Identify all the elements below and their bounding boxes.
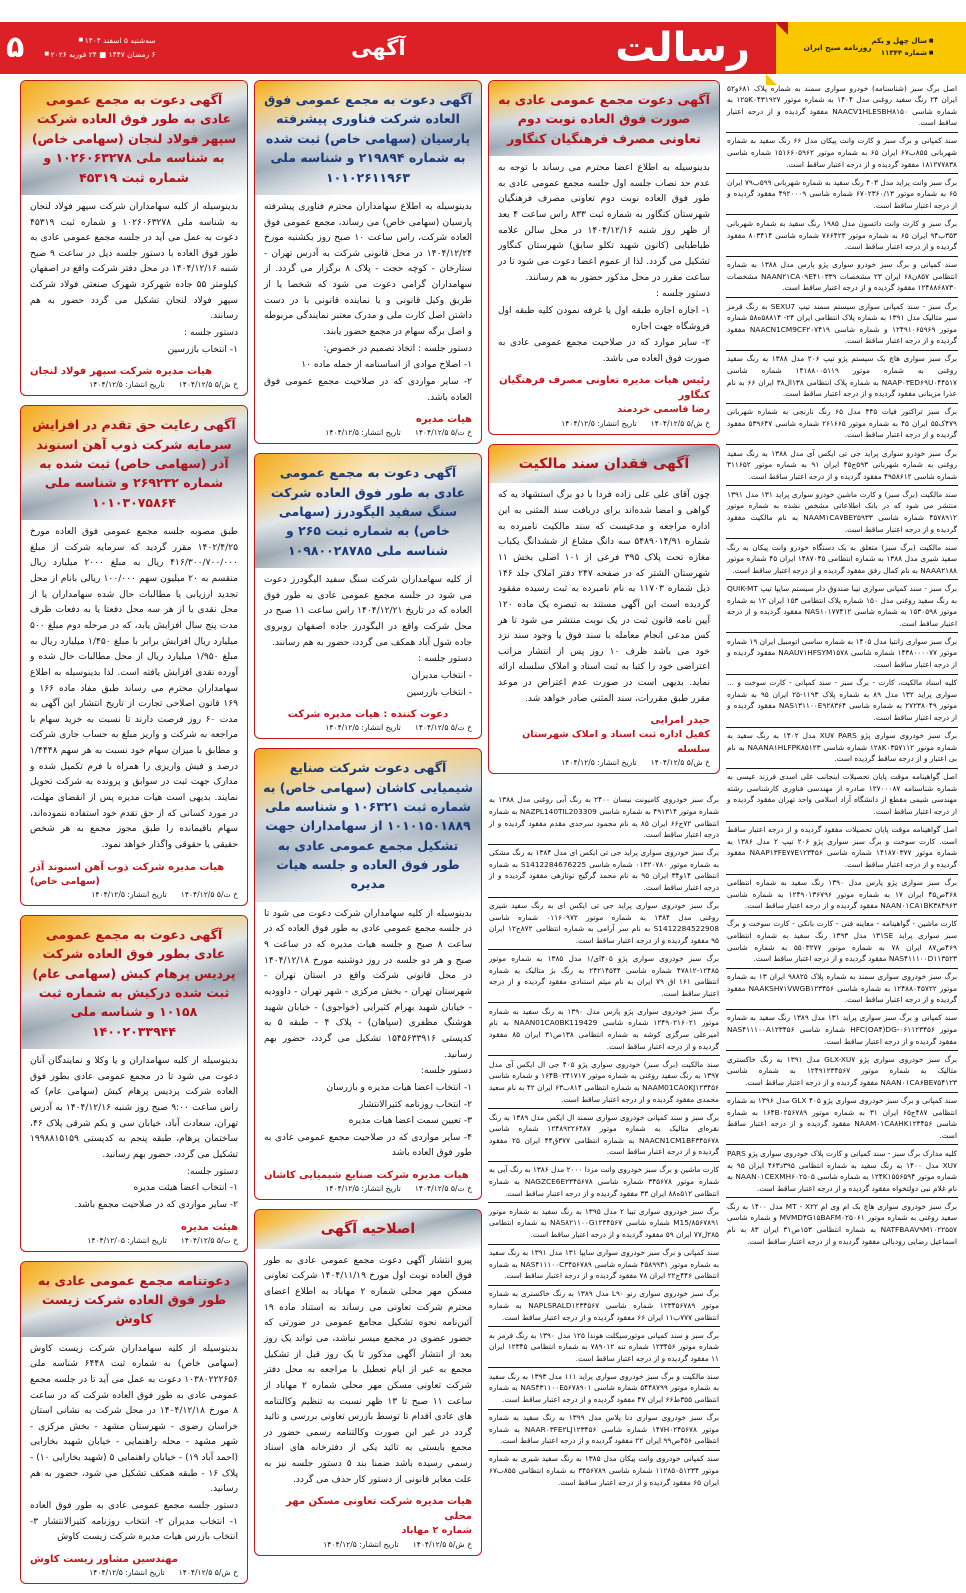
- notice-paragraph: طبق مصوبه جلسه مجمع عمومی فوق العاده مورخ ۱۴۰۲/۴/۲۵ مقرر گردید که سرمایه شرکت از مبلغ ۴۱۶/۳۰۰/۷۰۰/۰۰۰ ریال به مبلغ ۲۰۰۰ میلیارد ریال منقسم به ۲۰ میلیون سهم ۱۰۰/۰۰۰ ریالی بانام از محل تجدید ارزیابی یا مطالبات حال شده سهامداران یا از محل نقدی یا از هر سه محل دفعتا یا به دفعات ظرف مدت پنج سال افزایش یابد، که در مرحله دوم مبلغ ۵۰۰ میلیارد ریال افزایش برابر با مبلغ ۱/۴۵۰ میلیارد ریال به مبلغ ۱/۹۵۰ میلیارد ریال از محل مطالبات حال شده و آورده نقدی افزایش یافته است. لذا بدینوسیله به اطلاع سهامداران محترم می رساند طبق مفاد ماده ۱۶۶ و ۱۶۹ قانون اصلاحی تجارت از تاریخ انتشار این آگهی به مدت ۶۰ روز فرصت دارند تا نسبت به خرید سهام با مراجعه به شرکت و واریز مبلغ به حساب جاری شرکت و مطابق با میزان سهام خود نسبت به هر سهم ۱/۴۴۴۸ درصد و فیش واریزی را همراه با فرم تکمیل شده و مدارک جهت ثبت در سوابق و پرونده به شرکت تحویل نمایند. بدیهی است هیات مدیره پس از انقضای مهلت، در مورد کسانی که از حق تقدم خود استفاده ننموده‌اند، سهام باقیمانده را طبق مجوز مجمع به هر شخص حقیقی یا حقوقی واگذار خواهد نمود.: [30, 527, 239, 850]
- signature-subline: شماره ۲ مهاباد: [401, 1525, 472, 1537]
- lost-document-notice: برگ سبز تراکتور فیات ۴۴۵ مدل ۶۵ رنگ نارنجی به شماره شهربانی ۴۷۹ک۵۵ ایران ۴۵ به شماره موتور ۲۶۱۶۶۵ شماره شاسی ۵۳۹۶۴۷ مفقود گردیده و از درجه اعتبار ساقط است.: [726, 404, 958, 445]
- notice-signature: [255, 704, 481, 722]
- notice-signature: [21, 857, 247, 889]
- publish-date-label: تاریخ انتشار: ۱۴۰۴/۱۲/۵: [325, 723, 401, 733]
- column-fine-mid: [488, 80, 720, 1491]
- notice-card: [254, 80, 482, 444]
- agenda-item: ۴- سایر مواردی که در صلاحیت مجمع عمومی عادی به طور فوق العاده باشد: [264, 1132, 472, 1159]
- notice-reference: خ ت/۵ ۱۴۰۴/۱۲/۵: [414, 428, 472, 438]
- lost-document-notice: برگ سبز خودروی سواری پژو پارس مدل ۱۳۹۰ به رنگ سفید به شماره موتور ۱۲۴۹۰۲۱۶۰۲۱ شماره شاسی NAAN01CA0BK119429 به نام امیرعلی سرگزی کوشه به شماره انتظامی ۱۳۸ص۳۱ ایران ۸۵ مفقود گردیده و از درجه اعتبار ساقط است.: [488, 1003, 720, 1056]
- notice-footer: [489, 757, 719, 769]
- notice-paragraph: بدینوسیله به اطلاع سهامداران محترم فناوری پیشرفته پارسیان (سهامی خاص) می رساند، مجمع عمومی فوق العاده شرکت، راس ساعت ۱۰ صبح روز یکشنبه مورخ ۱۴۰۴/۱۲/۲۴ در محل قانونی شرکت به آدرس تهران - ستارخان - کوچه حجت - پلاک ۸ برگزار می گردد. از سهامداران گرامی دعوت می شود که شخصا یا از طریق وکیل قانونی و یا نماینده قانونی با در دست داشتن اصل کارت ملی و مدرک معتبر نمایندگی مربوطه و اصل برگه سهام در مجمع حضور یابند.: [264, 201, 472, 337]
- agenda-title: دستور جلسه:: [420, 1066, 472, 1077]
- notice-footer: [21, 379, 247, 391]
- notice-paragraph: بدینوسیله از کلیه سهامداران و یا وکلا و نمایندگان آنان دعوت می شود تا در مجمع عمومی عادی بطور فوق العاده شرکت پردیس پرهام کیش (سهامی عام) که راس ساعت ۹:۰۰ صبح روز شنبه ۱۴۰۴/۱۲/۱۶ به آدرس تهران، سعادت آباد، خیابان سی و یکم شرقی پلاک ۴۶، ساختمان پرهام، طبقه پنجم به کدپستی ۱۹۹۸۸۱۵۱۵۹ تشکیل می گردد، حضور بهم رسانید.: [30, 1056, 239, 1160]
- lost-document-notice: سند مالکیت (برگ سبز) خودروی سواری پژو ۴۰۵ جی ال ایکس آی مدل ۱۳۹۷ به رنگ سفید روغنی به شماره موتور ۱۶۴B۰۲۴۱۷۱۷ و شماره شاسی NAAM01CA0KJ۱۲۳۴۵۶ به شماره انتظامی ۸۱۴ب۶۳ ایران ۴۲ به نام سعید محمدی مفقود گردیده و از درجه اعتبار ساقط است.: [488, 1056, 720, 1109]
- publish-date-label: تاریخ انتشار: ۱۴۰۴/۱۲/۵: [561, 757, 637, 767]
- lost-document-notices-right: [726, 80, 958, 1250]
- notice-footer: [489, 418, 719, 430]
- agenda-item: - انتخاب مدیران: [411, 670, 472, 681]
- agenda-item: ۱- اجازه اجاره طبقه اول یا غرفه نمودن کلیه طبقه اول فروشگاه جهت اجاره: [498, 305, 710, 332]
- lost-document-notice: اصل برگ سبز (شناسنامه) خودرو سواری سمند به شماره پلاک ۶۸۱و۵۲ ایران ۲۴ رنگ سفید روغنی مدل ۱۴۰۴ به شماره موتور ۱۲۵K۰۴۳۱۹۲۷ به شماره شاسی NAACV1HLESBH۸۱۵۰ مفقود گردیده و از درجه اعتبار ساقط است.: [726, 80, 958, 133]
- publish-date-label: تاریخ انتشار: ۱۴۰۴/۱۲/۰۵: [87, 1235, 167, 1245]
- notice-signature: [255, 1165, 481, 1183]
- notice-body: [21, 520, 247, 856]
- lost-document-notice: برگ سبز خودروی کامیونت نیسان ۲۴۰۰ به رنگ آبی روغنی مدل ۱۳۸۸ به شماره موتور ۴۹۱۳۱۴ به شماره شاسی NAZPL140TIL203309 به شماره انتظامی ۷۲ج۶۶ ایران ۸۵ به نام محمود سرحدی مقدم مفقود گردیده و از درجه اعتبار ساقط است.: [488, 792, 720, 845]
- lost-document-notice: برگ سبز خودروی سواری پراید جی تی ایکس ای مدل ۱۳۸۴ به رنگ مشکی به شماره موتور ۰۱۳۲۰۷۸۰ شماره شاسی S1412284676225 به شماره انتظامی ۱۴و۳۴ ایران ۹۵ به نام محمد گرگیج نوتازهی مفقود گردیده و از درجه اعتبار ساقط است.: [488, 845, 720, 898]
- agenda-item: ۱- اصلاح موادی از اساسنامه از جمله ماده ۱۰: [301, 360, 472, 371]
- lost-document-notice: سند مالکیت (برگ سبز) متعلق به یک دستگاه خودرو وانت پیکان به رنگ سفید شیری مدل ۱۳۸۸ به شماره انتظامی ۱۴۸۷۰۴۵ ایران ۴۵ شماره موتور NAAA۲۱۸۸ به نام کمال رفق مفقود گردیده و از درجه اعتبار ساقط است.: [726, 539, 958, 580]
- notice-title: آگهی دعوت به مجمع عمومی عادی به طور فوق العاده شرکت سنگ سفید الیگودرز (سهامی خاص) به شماره ثبت ۲۶۵ و شناسه ملی ۱۰۹۸۰۰۲۸۷۸۵: [270, 465, 466, 558]
- notice-title: آگهی دعوت به مجمع عمومی فوق العاده شرکت فناوری پیشرفته پارسیان (سهامی خاص) ثبت شده به شماره ۲۱۹۸۹۴ و شناسه ملی ۱۰۱۰۲۶۱۱۹۶۳: [264, 92, 472, 185]
- signature-line: مهندسین مشاور زیست کاوش: [30, 1553, 178, 1565]
- notice-paragraph: بدینوسیله از کلیه سهامداران شرکت زیست کاوش (سهامی خاص) به شماره ثبت ۶۴۴۸ شناسه ملی ۱۰۳۸۰۲۲۲۶۵۶ دعوت به عمل می آید تا در جلسه مجمع عمومی عادی به طور فوق العاده شرکت که در ساعت ۸ مورخ ۱۴۰۴/۱۲/۱۸ در محل شرکت به نشانی استان خراسان رضوی - شهرستان مشهد - بخش مرکزی - شهر مشهد - محله راهنمایی - خیابان شهید بخارایی (احمد آباد ۱۹) - خیابان راهنمایی ۵ (شهید بخارایی ۱۰) - پلاک ۱۶ - طبقه همکف تشکیل می شود، حضور به هم رسانید.: [30, 1343, 238, 1495]
- lost-document-notice: سند کمپانی و برگ سبز سواری پراید ۱۳۱ مدل ۱۳۸۹ رنگ سفید به شماره موتور HFC(OA۴)DG-۰۶۱۱۲۳۴۵۶ شماره شاسی NAS۴۱۱۱۰۰A۱۲۳۴۵۶ مفقود گردیده و از درجه اعتبار ساقط است.: [726, 1010, 958, 1051]
- notice-header: [255, 1210, 481, 1249]
- notice-header: [255, 749, 481, 902]
- lost-document-notice: برگ سبز و سند کمپانی خودروی سواری سمند ال ایکس مدل ۱۳۸۹ به رنگ نقره‌ای متالیک به شماره موتور ۱۲۴۸۹۲۲۶۴۸۷ شماره شاسی NAACN1CM1BF۳۴۵۶۷۸ به شماره انتظامی ۳۷۷ق۴۴ ایران ۲۵ مفقود گردیده و از درجه اعتبار ساقط است.: [488, 1109, 720, 1162]
- notice-signature: [489, 710, 719, 757]
- column-boxed-1: [20, 80, 248, 1593]
- notice-body: [255, 1249, 481, 1492]
- lost-document-notice: برگ سبز و سند کمپانی موتورسیکلت هوندا ۱۲۵ مدل ۱۳۹۰ به رنگ قرمز به شماره موتور ۱۲۳۴۵۶ شماره تنه ۷۸۹۰۱۲ به شماره انتظامی ۱۲۳۴۵ ایران ۱۱ مفقود گردیده و از درجه اعتبار ساقط است.: [488, 1327, 720, 1368]
- masthead-dates: [36, 34, 155, 63]
- masthead-vertical-label: روزنامه صبح ایران: [803, 43, 872, 53]
- notice-reference: خ ش/۵ ۱۴۰۴/۱۲/۵: [178, 1567, 238, 1577]
- page-content: [0, 74, 966, 1577]
- agenda-item: ۲- انتخاب روزنامه کثیرالانتشار: [358, 1099, 472, 1110]
- lost-document-notice: برگ سبز خودروی سواری پژو GLX-XU۷ مدل ۱۳۹۱ به رنگ خاکستری متالیک به شماره موتور ۱۲۴۹۱۲۳۴۵۶۷ به شماره شاسی NAAN۰۱CA۶BE۷۵۴۱۲۳ مفقود گردیده و از درجه اعتبار ساقط است.: [726, 1051, 958, 1092]
- lost-document-notice: برگ سبز خودروی سواری پژو ۴۰۵ای/۱ مدل ۱۳۸۵ به شماره موتور ۱۲۴۸۵-۴۷۸۱۲ شماره شاسی ۲۴۲۱۴۵۴۴ به رنگ بژ متالیک به شماره انتظامی ۱۶۱ اق ۷۹ ایران به نام میثم استنادی مفقود گردیده و از درجه اعتبار ساقط است.: [488, 950, 720, 1003]
- lost-document-notice: کارت ماشین و برگ سبز خودروی وانت مزدا ۲۰۰۰ مدل ۱۳۸۶ به رنگ آبی به شماره موتور ۳۴۵۶۷۸ شماره شاسی NAGZCE6E۲۳۴۵۶۷۸ به شماره انتظامی ۵۱۲ه۸۸ ایران ۳۳ مفقود گردیده و از درجه اعتبار ساقط است.: [488, 1162, 720, 1203]
- lost-document-notice: کلیه اسناد مالکیت، کارت - برگ سبز - سند کمپانی - کارت سوخت و ... سواری پراید ۱۳۲ مدل ۸۹ به شماره پلاک ۱۱۹۳-۲۵ ایران ۹۵ به شماره موتور ۲۷۲۳۸۰۴۹ به شماره شاسی NAS۱۳۱۱۰۰E۹۲۸۳۶۴ مفقود گردیده و از درجه اعتبار ساقط است.: [726, 675, 958, 728]
- signature-line: حیدر امرایی: [650, 715, 710, 727]
- lost-document-notice: سند کمپانی و برگ سبز خودرو سواری پژو پارس مدل ۱۳۸۸ به شماره انتظامی ۸۵۷ن۶۸ ایران ۲۳ مشخصات NAAN۲۱CA۰۹E۴۱۰۳۳۹ مشخصات ۱۲۴۸۸۶۸۷۳۰ مفقود گردیده و از درجه اعتبار ساقط است.: [726, 257, 958, 298]
- masthead-issue-number: ■ شماره ۱۱۳۴۴: [872, 48, 934, 60]
- notice-body: [21, 1049, 247, 1216]
- notice-header: [489, 445, 719, 484]
- notice-reference: خ ت/۵ ۱۴۰۴/۱۲/۵: [414, 1184, 472, 1194]
- agenda-title: دستور جلسه:: [186, 1166, 238, 1177]
- notice-body: [21, 195, 247, 361]
- notice-paragraph: بدینوسیله به اطلاع اعضا محترم می رساند با توجه به عدم حد نصاب جلسه اول جلسه مجمع عمومی عادی به طور فوق العاده نوبت دوم تعاونی مصرف فرهنگیان شهرستان کنگاور به شماره ثبت ۸۳۳ راس ساعت ۴ بعد از ظهر روز شنبه ۱۴۰۴/۱۲/۱۶ در محل سالن علامه طباطبایی (کانون شهید تکلو سابق) شهرستان کنگاور تشکیل می گردد. لذا از عموم اعضا دعوت می شود تا در ساعت مقرر در محل مذکور حضور به هم رسانند.: [498, 163, 710, 283]
- signature-subline: کفیل اداره ثبت اسناد و املاک شهرستان سلسله: [522, 729, 710, 755]
- signature-line: دعوت کننده : هیات مدیره شرکت: [287, 709, 449, 721]
- notice-footer: [21, 1235, 247, 1247]
- signature-line: هیات مدیره شرکت ذوب آهن اسنوند آذر: [30, 861, 225, 873]
- notice-title: آگهی دعوت شرکت صنایع شیمیایی کاشان (سهامی خاص) به شماره ثبت ۱۰۶۳۲۱ و شناسه ملی ۱۰۱۰۱۵۰۱۸۸۹ از سهامداران جهت تشکیل مجمع عمومی عادی به طور فوق العاده و جلسه هیات مدیره: [263, 760, 473, 892]
- notice-title: دعوتنامه مجمع عمومی عادی به طور فوق العاده شرکت زیست کاوش: [37, 1272, 231, 1327]
- notice-footer: [255, 427, 481, 439]
- agenda-title: دستور جلسه مجمع عمومی عادی به طور فوق العاده ۱- انتخاب مدیران ۲- انتخاب روزنامه کثیرالانتشار ۳- انتخاب بازرس هیات مدیره شرکت زیست کاوش: [30, 1501, 238, 1543]
- signature-line: هیئت مدیره: [180, 1221, 238, 1233]
- notice-signature: [21, 1549, 247, 1567]
- lost-document-notice: کارت ماشین - گواهینامه - معاینه فنی - کارت بانکی - کارت سوخت و برگ سبز سواری پراید ۱۳۱SE مدل ۱۳۹۳ رنگ سفید به شماره انتظامی ۴۶۹ص۸۷ ایران ۷۸ به شماره موتور ۵۵۰۳۲۷۷ به شماره شاسی NAS۴۱۱۱۰۰D۱۱۳۵۲۳ مفقود گردیده و از درجه اعتبار ساقط است.: [726, 916, 958, 969]
- lost-document-notice: سند مالکیت (برگ سبز) و کارت ماشین خودرو سواری پراید ۱۳۱ مدل ۱۳۹۱ منتشر می شود که در بانک اطلاعاتی مشخص نشده به شماره موتور ۴۵۷۸۹۱۲ شماره شاسی NAAM۱CA۷BE۲۵۹۳۳ به نام مالکیت مفقود گردیده و از درجه اعتبار ساقط است.: [726, 486, 958, 539]
- lost-document-notices-mid: [488, 792, 720, 1491]
- boxed-notices-mid: [488, 80, 720, 783]
- notice-footer: [255, 1183, 481, 1195]
- boxed-notices-2: [254, 80, 482, 1565]
- notice-header: [21, 81, 247, 195]
- notice-body: [255, 195, 481, 409]
- agenda-title: دستور جلسه :: [184, 328, 238, 338]
- notice-title: آگهی رعایت حق تقدم در افزایش سرمایه شرکت ذوب آهن اسنوند آذر (سهامی خاص) ثبت شده به شماره ۲۶۹۲۳۲ و شناسه ملی ۱۰۱۰۳۰۷۵۸۶۴: [32, 417, 236, 510]
- masthead-yellow-panel: [776, 22, 966, 74]
- signature-line: هیات مدیره شرکت صنایع شیمیایی کاشان: [264, 1170, 469, 1182]
- notice-reference: خ ش/۵ ۱۴۰۴/۱۲/۵: [178, 380, 238, 390]
- notice-body: [489, 156, 719, 370]
- lost-document-notice: برگ سبز خودروی سواری دنا پلاس مدل ۱۳۹۹ به رنگ سفید به شماره موتور ۱۴۷H۰۲۴۵۶۷۸ شماره شاسی NAAR۰۳FE۲LJ۱۲۳۴۵۶ به شماره انتظامی ۴۵۶ص۹۹ ایران ۲۲ مفقود گردیده و از درجه اعتبار ساقط است.: [488, 1410, 720, 1451]
- lost-document-notice: برگ سبز خودروی سواری پراید جی تی ایکس ای به رنگ سفید شیری روغنی مدل ۱۳۸۴ به شماره موتور ۰۱۱۶۰۹۷۲ شماره شاسی S1412284522908 به نام سر آرامی به شماره انتظامی ۸۷۲ج۱۲ ایران ۹۵ مفقود گردیده و از درجه اعتبار ساقط است.: [488, 898, 720, 951]
- notice-title: اصلاحیه آگهی: [320, 1221, 416, 1238]
- notice-signature: [255, 1491, 481, 1538]
- signature-line: هیات مدیره شرکت سپهر فولاد لنجان: [30, 366, 212, 378]
- notice-body: [255, 902, 481, 1165]
- notice-card: [254, 748, 482, 1200]
- boxed-notices-1: [20, 80, 248, 1593]
- notice-title: آگهی فقدان سند مالکیت: [518, 455, 690, 472]
- signature-subline: (سهامی خاص): [30, 875, 100, 887]
- column-fine-right: [726, 80, 958, 1250]
- notice-header: [21, 406, 247, 520]
- lost-document-notice: برگ سبز وانت پراید مدل ۴۰۳ رنگ سفید به شماره شهربانی ۵۹۹ب۷۹ ایران ۶۵ به شماره موتور ۶۷۰۲۳۶۰/۱۳ شماره شاسی ۴۹۲۰۰۰۹ مفقود گردیده و از درجه اعتبار ساقط است.: [726, 174, 958, 215]
- notice-paragraph: از کلیه سهامداران شرکت سنگ سفید الیگودرز دعوت می شود در جلسه مجمع عمومی عادی به طور فوق العاده که در تاریخ ۱۴۰۴/۱۲/۲۱ راس ساعت ۱۱ صبح در محل شرکت واقع در الیگودرز جاده اصفهان روبروی جاده شول آباد همکف می گردد، حضور به هم رسانند.: [264, 575, 472, 648]
- date-solar: سه‌شنبه ۵ اسفند ۱۴۰۴ ■: [44, 34, 155, 48]
- notice-header: [489, 81, 719, 156]
- agenda-title: دستور جلسه :: [418, 654, 472, 665]
- notice-reference: خ ت/۵ ۱۴۰۴/۱۲/۵: [414, 723, 472, 733]
- notice-reference: خ ش/۵ ۱۴۰۴/۱۲/۵: [650, 418, 710, 428]
- masthead: [0, 22, 966, 74]
- signature-subline: رضا قاسمی خردمند: [617, 404, 710, 416]
- publish-date-label: تاریخ انتشار: ۱۴۰۴/۱۲/۵: [325, 428, 401, 438]
- notice-reference: خ ش/۵ ۱۴۰۴/۱۲/۵: [650, 757, 710, 767]
- date-lunar-gregorian: ۶ رمضان ۱۴۴۷ ■ ۲۴ فوریه ۲۰۲۶ ■: [44, 48, 155, 62]
- lost-document-notice: برگ سبز و کارت وانت داتسون مدل ۱۹۸۵ رنگ سفید به شماره شهربانی ۳۵۳ب۹۴ ایران ۶۵ به شماره موتور ۷۶۶۴۲۳ شماره شاسی ۸۰۳۴۱۴ مفقود گردیده و از درجه اعتبار ساقط است.: [726, 215, 958, 256]
- masthead-issue-info: [872, 36, 934, 60]
- lost-document-notice: برگ سبز سواری زانتیا مدل ۱۴۰۵ به شماره ساسی اتومبیل ایران ۱۹ شماره موتور ۱۴۳۸۰۰۰۰۷۷ شماره شاسی NAAU۷۱HFSYM۱۵۷۸ مفقود گردیده و از درجه اعتبار ساقط است.: [726, 633, 958, 674]
- lost-document-notice: برگ سبز سواری پژو پارس مدل ۱۳۹۰ رنگ سفید به شماره انتظامی ۴۶۸ص۴۵ ایران ۱۷ به شماره موتور ۱۲۴۹۰۱۳۶۷۹۶ به شماره شاسی NAAN۰۱CA۱BK۳۸۴۹۶۳ مفقود گردیده و از درجه اعتبار ساقط است.: [726, 875, 958, 916]
- agenda-item: ۱- انتخاب بازرسین: [167, 344, 238, 355]
- signature-line: هیات مدیره: [415, 414, 472, 426]
- notice-paragraph: بدینوسیله از کلیه سهامداران شرکت سپهر فولاد لنجان به شناسه ملی ۱۰۲۶۰۶۳۲۷۸ و شماره ثبت ۴۵۳۱۹ دعوت به عمل می آید در جلسه مجمع عمومی عادی به طور فوق العاده با دستور جلسه ذیل در ساعت ۹ صبح شنبه ۱۴۰۴/۱۲/۱۶ در محل دفتر شرکت واقع در اصفهان کیلومتر ۵۵ جاده شهرکرد شهرک صنعتی فولاد شرکت سپهر فولاد لنجان تشکیل می گردد حضور به هم رسانند.: [30, 201, 239, 322]
- notice-footer: [21, 889, 247, 901]
- lost-document-notice: سند کمپانی خودروی وانت پیکان مدل ۱۳۸۵ به رنگ سفید شیری به شماره موتور ۱۱۲۸۵۰۵۱۲۳۴ شماره شاسی ۳۴۵۶۷۸۹ به شماره انتظامی ۸۵۵ب۶۷ ایران ۶۵ مفقود گردیده و از درجه اعتبار ساقط است.: [489, 1454, 720, 1487]
- notice-header: [255, 454, 481, 568]
- masthead-red-panel: [0, 22, 776, 74]
- publish-date-label: تاریخ انتشار: ۱۴۰۴/۱۲/۵: [89, 380, 165, 390]
- notice-footer: [21, 1567, 247, 1579]
- notice-footer: [255, 722, 481, 734]
- notice-body: [21, 1337, 247, 1549]
- signature-line: رئیس هیات مدیره تعاونی مصرف فرهنگیان کنگاور: [499, 375, 710, 402]
- notice-reference: خ ش/۵ ۱۴۰۴/۱۲/۵: [412, 1539, 472, 1549]
- lost-document-notice: برگ سبز خودروی سواری سمند به شماره پلاک ۹۸۸۲۵ ایران ۱۳ به شماره موتور ۱۲۴۸۸۰۴۵۷۲۲ به شماره شاسی NAAKSH۷۱VWGB۱۲۳۴۵۶ مفقود گردیده و از درجه اعتبار ساقط است.: [726, 969, 958, 1010]
- signature-line: هیات مدیره شرکت تعاونی مسکن مهر محلی: [286, 1496, 472, 1523]
- notice-paragraph: چون آقای علی علی زاده فردا با دو برگ استشهاد یه که گواهی و امضا شده‌اند برای دریافت سند المثنی به این اداره مراجعه و مدعیست که سند مالکیت نامبرده به شماره ۵۴۸۹۰۱۴/۹۱ سه دانگ مشاع از ششدانگ یکباب مغازه تحت پلاک ۳۹۵ فرعی از ۱۰۱ اصلی بخش ۱۱ شهرستان الشتر که در صفحه ۲۴۷ دفتر املاک جلد ۱۴۶ ذیل شماره ۱۱۷۰۳ به نام نامبرده به ثبت رسیده مفقود گردیده است این آگهی مستند به تبصره یک ماده ۱۲۰ آیین نامه قانون ثبت در یک نوبت منتشر می شود تا هر کس مدعی انجام معامله با سند فوق یا وجود سند نزد خود می باشد ظرف ۱۰ روز پس از انتشار مراتب اعتراضی خود را کتبا به ثبت اسناد و املاک سلسله ارائه نماید. بدیهی است در صورت عدم اعتراض در موعد مقرر طبق مقررات، سند المثنی صادر خواهد شد.: [498, 490, 711, 704]
- agenda-title: دستور جلسه : اتخاذ تصمیم در خصوص:: [323, 343, 472, 354]
- notice-card: [488, 80, 720, 435]
- lost-document-notice: برگ سبز - سند کمپانی سواری سیستم سمند تیپ SEXU7 به رنگ قرمز سیر متالیک مدل ۱۳۹۱ به شماره پلاک انتظامی ایران ۲۴- ۵۸۸۱۴ه۵۸ شماره موتور ۱۲۴۹۱۰۶۵۹۶۹ و شماره شاسی NAACN1CM9CF۲۰۷۴۱۹ مفقود گردیده و از درجه اعتبار ساقط است.: [726, 298, 958, 351]
- notice-title: آگهی دعوت به مجمع عمومی عادی بطور فوق العاده شرکت پردیس پرهام کیش (سهامی عام) ثبت شده درکیش به شماره ثبت ۱۰۱۵۸ و شناسه ملی ۱۴۰۰۲۰۳۳۹۴۴: [32, 926, 236, 1039]
- lost-document-notice: کلیه مدارک برگ سبز - سند کمپانی و کارت پلاک خودروی سواری پژو PARS XU۷ مدل ۱۴۰۰ به رنگ سفید به شماره انتظامی ۳۹۵د۴۶۳ ایران ۹۵ به شماره موتور ۱۲۴K۱۵۵۶۵۹۴ به شماره شاسی NAAN۰۱CEXMH۶۰۲۵۰۵ به نام غلام نبی دولتخواه مفقود گردیده و از درجه اعتبار ساقط است.: [726, 1145, 958, 1198]
- notice-title: آگهی دعوت به مجمع عمومی عادی به طور فوق العاده شرکت سپهر فولاد لنجان (سهامی خاص) به شناسه ملی ۱۰۲۶۰۶۳۲۷۸ و شماره ثبت ۴۵۳۱۹: [31, 92, 237, 185]
- section-title: آگهی: [351, 36, 406, 60]
- notice-card: [20, 80, 248, 396]
- notice-paragraph: بدینوسیله از کلیه سهامداران شرکت دعوت می شود تا در جلسه مجمع عمومی عادی به طور فوق العاده که در ساعت ۸ صبح و جلسه هیات مدیره که در ساعت ۹ صبح و هر دو جلسه در روز دوشنبه مورخ ۱۴۰۴/۱۲/۱۸ در محل قانونی شرکت واقع در استان تهران - شهرستان تهران - بخش مرکزی - شهر تهران - داوودیه - خیابان شهید بهرام کثیرایی (خواجوی) - خیابان شهید هوشنگ مظفری (سپاهان) - پلاک ۴ - طبقه ۵ به کدپستی ۱۵۴۵۶۳۳۹۱۶ تشکیل می گردد، حضور بهم رسانید.: [264, 908, 472, 1060]
- publish-date-label: تاریخ انتشار: ۱۴۰۴/۱۲/۵: [561, 418, 637, 428]
- agenda-item: ۳- تعیین سمت اعضا هیات مدیره: [348, 1116, 472, 1127]
- notice-signature: [21, 1217, 247, 1235]
- notice-header: [21, 916, 247, 1049]
- publish-date-label: تاریخ انتشار: ۱۴۰۴/۱۲/۵: [91, 889, 167, 899]
- notice-signature: [21, 361, 247, 379]
- notice-reference: خ ت/۵ ۱۴۰۴/۱۲/۵: [180, 889, 238, 899]
- lost-document-notice: اصل گواهینامه موقت پایان تحصیلات مفقود گردیده و از درجه اعتبار ساقط است. کارت سوخت و برگ سبز سواری پژو ۲۰۶ تیپ ۲ مدل ۱۳۸۶ به شماره موتور ۱۴۱۸۷۰۳۷۷ شماره شاسی NAAP۱۳FE۷۷E۱۲۳۴۵۶ مفقود گردیده و از درجه اعتبار ساقط است.: [726, 822, 958, 875]
- lost-document-notice: سند کمپانی و برگ سبز و کارت وانت پیکان مدل ۶۶ رنگ سفید به شماره شهربانی ۸۵۵ب۶۷ ایران ۶۵ به شماره موتور ۱۵۱۶۶۰۵۹۶۲ شماره شاسی ۱۸۱۲۷۷۸۳۸ مفقود گردیده و از درجه اعتبار ساقط است.: [726, 133, 958, 174]
- agenda-item: ۲- سایر مواردی که در صلاحیت مجمع باشد.: [74, 1199, 238, 1210]
- agenda-item: - انتخاب بازرسین: [406, 687, 472, 698]
- notice-footer: [255, 1539, 481, 1551]
- notice-card: [254, 453, 482, 739]
- publish-date-label: تاریخ انتشار: ۱۴۰۴/۱۲/۵: [325, 1184, 401, 1194]
- agenda-item: ۱- انتخاب اعضا هیات مدیره و بازرسان: [326, 1082, 472, 1093]
- lost-document-notice: برگ سبز خودروی سواری رنو L۹۰ مدل ۱۳۸۹ به رنگ خاکستری به شماره موتور ۱۲۳۴۵۶۷۸۹ شماره شاسی NAPLSRALD۱۲۳۴۵۶۷ به شماره انتظامی ۷۷۷ب۱۱ ایران ۶۶ مفقود گردیده و از درجه اعتبار ساقط است.: [488, 1286, 720, 1327]
- notice-card: [488, 444, 720, 774]
- notice-signature: [255, 409, 481, 427]
- lost-document-notice: برگ سبز خودروی سواری پژو XU۷ PARS مدل ۱۴۰۲ به رنگ سفید به شماره موتور ۱۲۸K۰۳۵۷۱۱۲ شماره شاسی NAANA۱HLFPK۸۵۱۲۳ به نام بی اعتبار و از درجه ساقط گردیده است.: [726, 728, 958, 769]
- lost-document-notice: سند کمپانی و برگ سبز خودروی سواری سایپا ۱۳۱ مدل ۱۳۹۱ به رنگ سفید به شماره موتور ۴۵۸۹۹۳۱ شماره شاسی NAS۴۱۱۱۰۰C۳۴۵۶۷۸۹ به شماره انتظامی ۴۴۶ج۲۲ ایران ۷۸ مفقود گردیده و از درجه اعتبار ساقط است.: [488, 1245, 720, 1286]
- notice-card: [254, 1209, 482, 1556]
- column-boxed-2: [254, 80, 482, 1565]
- notice-signature: [489, 370, 719, 417]
- notice-body: [255, 568, 481, 704]
- notice-body: [489, 483, 719, 710]
- notice-paragraph: پیرو انتشار آگهی دعوت مجمع عمومی عادی به طور فوق العاده نوبت اول مورخ ۱۴۰۴/۱۱/۱۹ شرکت تعاونی مسکن مهر محلی شماره ۲ مهاباد به اطلاع اعضای محترم شرکت تعاونی می رساند به استناد ماده ۱۹ آئین‌نامه نحوه تشکیل مجامع عمومی در صورتی که حضور عضوی در مجمع میسر نباشد، می تواند یک روز بعد از انتشار آگهی مذکور تا یک روز قبل از تشکیل مجمع به غیر از ایام تعطیل با مراجعه به محل دفتر شرکت تعاونی مسکن مهر محلی شماره ۲ مهاباد از ساعت ۱۱ صبح تا ۱۳ ظهر نسبت به تنظیم وکالتنامه های عادی اقدام تا توسط بازرس تعاونی بررسی و تائید گردد در غیر این صورت وکالتنامه رسمی حضور در مجمع بایستی به تائید یکی از دفترخانه های اسناد رسمی رسیده باشد ضمنا بند ۵ دستور جلسه نیز به علت مغایر قانونی از دستور کار حذف می گردد.: [264, 1255, 472, 1485]
- page-number: ۵: [6, 30, 25, 65]
- lost-document-notice: اصل گواهینامه موقت پایان تحصیلات اینجانب علی اسدی فرزند عیسی به شماره شناسنامه ۱۲۷۰۰۰۸۷ صادره از مهندسی فناوری کارشناسی رشته مهندسی شیمی مقطع از دانشگاه آزاد اسلامی واحد تهران مفقود گردیده و از درجه اعتبار ساقط است.: [726, 769, 958, 822]
- lost-document-notice: برگ سبز خودرو سواری پراید جی تی ایکس آی مدل ۱۳۸۸ به رنگ سفید روغنی به شماره شهربانی ۵۹۳ج۴۵ ایران ۹۱ به شماره موتور ۳۱۱۶۵۲ شماره شاسی ۴۹۵۸۶۱۲ مفقود گردیده و از درجه اعتبار ساقط است.: [726, 445, 958, 486]
- notice-header: [255, 81, 481, 195]
- notice-card: [20, 915, 248, 1252]
- notice-title: آگهی دعوت مجمع عمومی عادی به صورت فوق العاده نوبت دوم تعاونی مصرف فرهنگیان کنگاور: [498, 92, 710, 146]
- agenda-item: ۲- سایر موارد که در صلاحیت مجمع عمومی عادی به صورت فوق العاده می باشد.: [498, 338, 710, 364]
- lost-document-notice: برگ سبز خودروی سواری هاچ بک ام وی ام MT - X۲۲ مدل ۱۴۰۰ به رنگ سفید روغنی به شماره موتور MVMD۴G۱۵BAFM۰۲۵۰۶۱ و شماره شاسی NATFBAAV۹M۱۰۲۲۵۵۷ به شماره انتظامی ۱۵۳ص۳۱ ایران ۸۳ به نام اسماعیل رضایی رودبالی مفقود گردیده و از درجه اعتبار ساقط است.: [727, 1201, 957, 1246]
- lost-document-notice: برگ سبز - سند کمپانی سواری تیبا صندوق دار سیستم سایپا تیپ QUIK-MT به رنگ سفید روغنی مدل ۱۵۰ شماره پلاک انتظامی ۱۵۳ ایران ۱۲ به شماره موتور ۱۵۳۰۵۹۸ به شماره شاسی NAS۱۰۱۷۷۴۱۲ مفقود گردیده و از درجه اعتبار ساقط است.: [726, 580, 958, 633]
- lost-document-notice: برگ سبز سواری هاچ بک سیستم پژو تیپ ۲۰۶ مدل ۱۳۸۸ به رنگ سفید روغنی به شماره موتور ۱۴۱۸۸۰۰۵۱۱۹ شماره شاسی NAAP۰۳ED۶۹U۰۴۴۵۱۷ به شماره پلاک انتظامی ۱۳۸ال۳۸ ایران ۶۶ به نام عذرا مزینانی مفقود گردیده و از درجه اعتبار ساقط است.: [726, 351, 958, 404]
- agenda-item: ۲- سایر مواردی که در صلاحیت مجمع عمومی فوق العاده باشد.: [264, 376, 472, 403]
- lost-document-notice: سند مالکیت و برگ سبز خودروی سواری پراید ۱۱۱ مدل ۱۳۹۳ به رنگ سفید به شماره موتور ۵۴۴۸۷۹۹ شماره شاسی NAS۴۳۱۱۰۰E۵۶۷۸۹۰۱ به شماره انتظامی ۳۵۵ط۶۶ ایران ۴۷ مفقود گردیده و از درجه اعتبار ساقط است.: [488, 1368, 720, 1409]
- publish-date-label: تاریخ انتشار: ۱۴۰۴/۱۲/۵: [89, 1567, 165, 1577]
- notice-reference: خ ت/۵ ۱۴۰۴/۱۲/۵: [180, 1235, 238, 1245]
- notice-header: [21, 1262, 247, 1337]
- agenda-item: ۱- انتخاب اعضا هیئت مدیره: [133, 1183, 238, 1194]
- agenda-title: دستور جلسه :: [656, 289, 710, 300]
- masthead-year: ■ سال چهل و یکم: [872, 36, 934, 48]
- notice-card: [20, 405, 248, 906]
- publish-date-label: تاریخ انتشار: ۱۴۰۴/۱۲/۵: [323, 1539, 399, 1549]
- lost-document-notice: سند کمپانی و برگ سبز خودروی سواری پژو ۴۰۵ GLX مدل ۱۳۹۶ به شماره انتظامی ۴۸۷ج۶۵ ایران ۳۱ به شماره موتور ۱۶۴B۰۲۵۶۷۸۹ به شماره شاسی NAAM۰۱CA۸HK۱۲۳۴۵۶ مفقود گردیده و از درجه اعتبار ساقط است.: [726, 1093, 958, 1146]
- notice-card: [20, 1261, 248, 1584]
- lost-document-notice: برگ سبز خودروی سواری تیبا ۲ مدل ۱۳۹۵ به رنگ سفید به شماره موتور M15/۸۵۶۷۸۹۱ شماره شاسی NAS۸۲۱۱۰۰G۱۲۳۴۵۶۷ به شماره انتظامی ۲۸۵ل۷۷ ایران ۵۹ مفقود گردیده و از درجه اعتبار ساقط است.: [488, 1203, 720, 1244]
- paper-logo: رسالت: [615, 25, 750, 71]
